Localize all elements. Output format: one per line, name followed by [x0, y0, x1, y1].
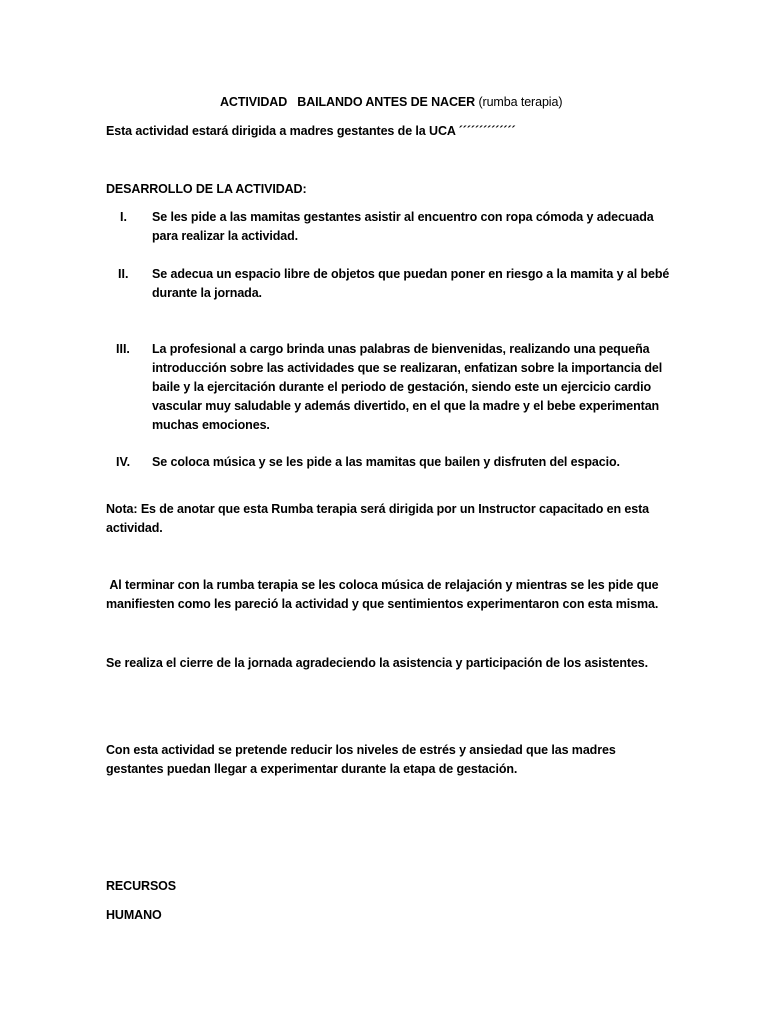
title-main: ACTIVIDAD BAILANDO ANTES DE NACER [220, 95, 476, 109]
title-subtitle: (rumba terapia) [475, 95, 563, 109]
nota-paragraph: Nota: Es de anotar que esta Rumba terapia será dirigida por un Instructor capacitado en esta actividad. [106, 502, 650, 535]
cierre-paragraph: Se realiza el cierre de la jornada agradeciendo la asistencia y participación de los asistentes. [106, 656, 649, 670]
document-title [220, 93, 562, 112]
intro-line: Esta actividad estará dirigida a madres gestantes de la UCA ´´´´´´´´´´´´´´ [106, 124, 516, 138]
item-numeral: III. [116, 342, 130, 356]
closing-paragraph: Al terminar con la rumba terapia se les coloca música de relajación y mientras se les pide que manifiesten como les pareció la actividad y que sentimientos experimentaron con esta misma. [106, 578, 662, 611]
list-item: La profesional a cargo brinda unas palabras de bienvenidas, realizando una pequeña introducción sobre las actividades que se realizaran, enfatizan sobre la importancia del baile y la ejercitación durante el periodo de gestación, siendo este un ejercicio cardio vascular muy saludable y además divertido, en el que la madre y el bebe experimentan muchas emociones. [152, 342, 663, 432]
list-item: Se les pide a las mamitas gestantes asistir al encuentro con ropa cómoda y adecuada para realizar la actividad. [152, 210, 654, 243]
section-heading: DESARROLLO DE LA ACTIVIDAD: [106, 182, 307, 196]
list-item: Se coloca música y se les pide a las mamitas que bailen y disfruten del espacio. [152, 455, 620, 469]
item-numeral: II. [118, 267, 129, 281]
item-numeral: IV. [116, 455, 131, 469]
humano-heading: HUMANO [106, 908, 162, 922]
recursos-heading: RECURSOS [106, 879, 177, 893]
objective-paragraph: Con esta actividad se pretende reducir los niveles de estrés y ansiedad que las madres gestantes puedan llegar a experimentar durante la etapa de gestación. [106, 743, 616, 776]
item-numeral: I. [120, 210, 127, 224]
list-item: Se adecua un espacio libre de objetos que puedan poner en riesgo a la mamita y al bebé durante la jornada. [152, 267, 670, 300]
